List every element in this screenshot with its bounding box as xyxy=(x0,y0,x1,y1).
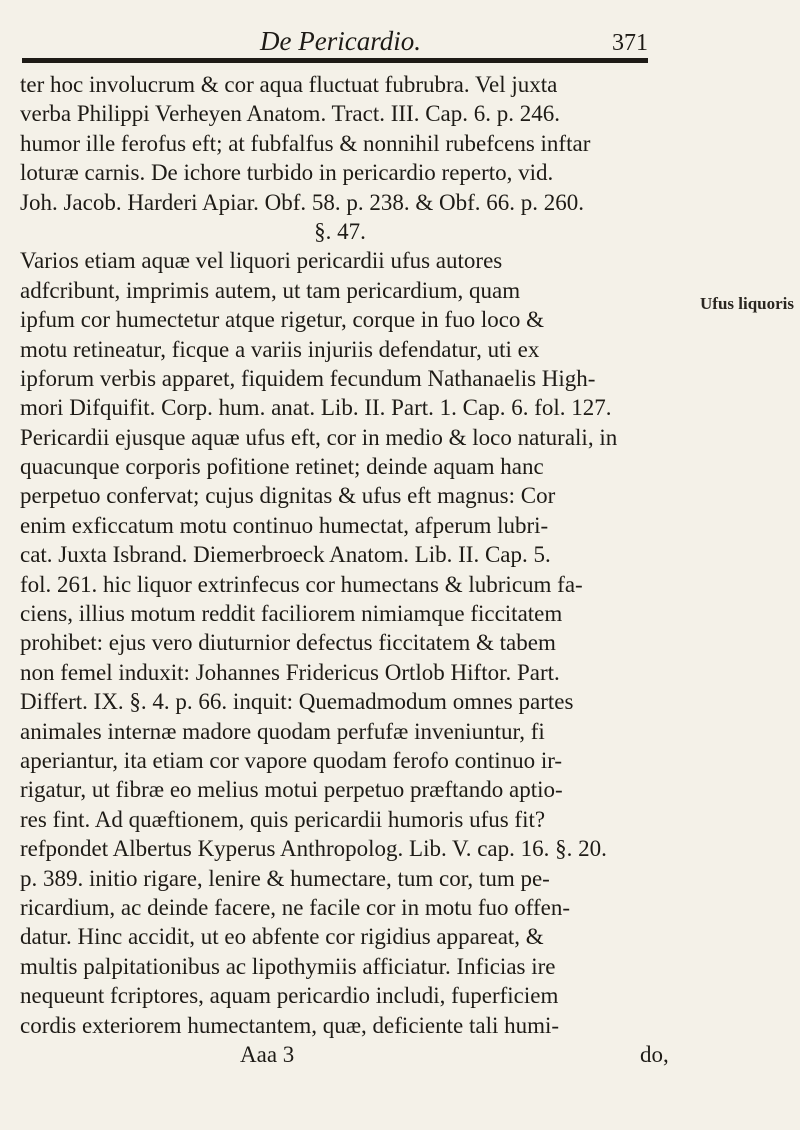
text-line: nequeunt fcriptores, aquam pericardio includi, fuperficiem xyxy=(20,983,559,1009)
text-line: Joh. Jacob. Harderi Apiar. Obf. 58. p. 238. & Obf. 66. p. 260. xyxy=(20,189,585,215)
text-line: datur. Hinc accidit, ut eo abfente cor rigidius appareat, & xyxy=(20,924,544,950)
footer-line xyxy=(20,1040,680,1069)
text-line: ciens, illius motum reddit faciliorem nimiamque ficcitatem xyxy=(20,601,563,627)
text-line: non femel induxit: Johannes Fridericus Ortlob Hiftor. Part. xyxy=(20,659,560,685)
text-line: motu retineatur, ficque a variis injuriis defendatur, uti ex xyxy=(20,336,540,362)
text-line: verba Philippi Verheyen Anatom. Tract. III. Cap. 6. p. 246. xyxy=(20,101,561,127)
text-line: animales internæ madore quodam perfufæ inveniuntur, fi xyxy=(20,718,545,744)
catchword: do, xyxy=(640,1041,669,1067)
text-line: enim exficcatum motu continuo humectat, afperum lubri- xyxy=(20,512,549,538)
signature-mark: Aaa 3 xyxy=(240,1041,295,1067)
text-line: cat. Juxta Isbrand. Diemerbroeck Anatom. Lib. II. Cap. 5. xyxy=(20,542,551,568)
text-line: rigatur, ut fibræ eo melius motui perpetuo præftando aptio- xyxy=(20,777,563,803)
text-line: Pericardii ejusque aquæ ufus eft, cor in medio & loco naturali, in xyxy=(20,424,618,450)
text-line: res fint. Ad quæftionem, quis pericardii humoris ufus fit? xyxy=(20,806,546,832)
text-line: quacunque corporis pofitione retinet; deinde aquam hanc xyxy=(20,454,544,480)
text-line: refpondet Albertus Kyperus Anthropolog. Lib. V. cap. 16. §. 20. xyxy=(20,836,607,862)
section-number: §. 47. xyxy=(314,218,366,244)
text-line: perpetuo confervat; cujus dignitas & ufus eft magnus: Cor xyxy=(20,483,556,509)
text-line: aperiantur, ita etiam cor vapore quodam ferofo continuo ir- xyxy=(20,747,563,773)
text-line: mori Difquifit. Corp. hum. anat. Lib. II. Part. 1. Cap. 6. fol. 127. xyxy=(20,395,612,421)
text-line: humor ille ferofus eft; at fubfalfus & nonnihil rubefcens inftar xyxy=(20,130,591,156)
text-line: cordis exteriorem humectantem, quæ, deficiente tali humi- xyxy=(20,1012,560,1038)
text-line: fol. 261. hic liquor extrinfecus cor humectans & lubricum fa- xyxy=(20,571,583,597)
text-line: Differt. IX. §. 4. p. 66. inquit: Quemadmodum omnes partes xyxy=(20,689,574,715)
text-line: adfcribunt, imprimis autem, ut tam pericardium, quam xyxy=(20,277,521,303)
text-line: multis palpitationibus ac lipothymiis afficiatur. Inficias ire xyxy=(20,953,556,979)
running-title: De Pericardio. xyxy=(260,26,421,56)
text-line: p. 389. initio rigare, lenire & humectare, tum cor, tum pe- xyxy=(20,865,550,891)
text-line: prohibet: ejus vero diuturnior defectus ficcitatem & tabem xyxy=(20,630,556,656)
running-head xyxy=(0,22,800,66)
text-line: loturæ carnis. De ichore turbido in pericardio reperto, vid. xyxy=(20,160,554,186)
page-number: 371 xyxy=(612,30,648,56)
margin-note: Ufus liquoris xyxy=(700,294,794,313)
text-line: ter hoc involucrum & cor aqua fluctuat fubrubra. Vel juxta xyxy=(20,72,558,97)
text-line: ipforum verbis apparet, fiquidem fecundum Nathanaelis High- xyxy=(20,365,596,391)
body-text xyxy=(20,70,680,1069)
header-rule xyxy=(22,58,648,63)
text-line: ricardium, ac deinde facere, ne facile cor in motu fuo offen- xyxy=(20,894,571,920)
text-line: ipfum cor humectetur atque rigetur, corque in fuo loco & xyxy=(20,307,545,333)
text-line: Varios etiam aquæ vel liquori pericardii ufus autores xyxy=(20,248,503,274)
